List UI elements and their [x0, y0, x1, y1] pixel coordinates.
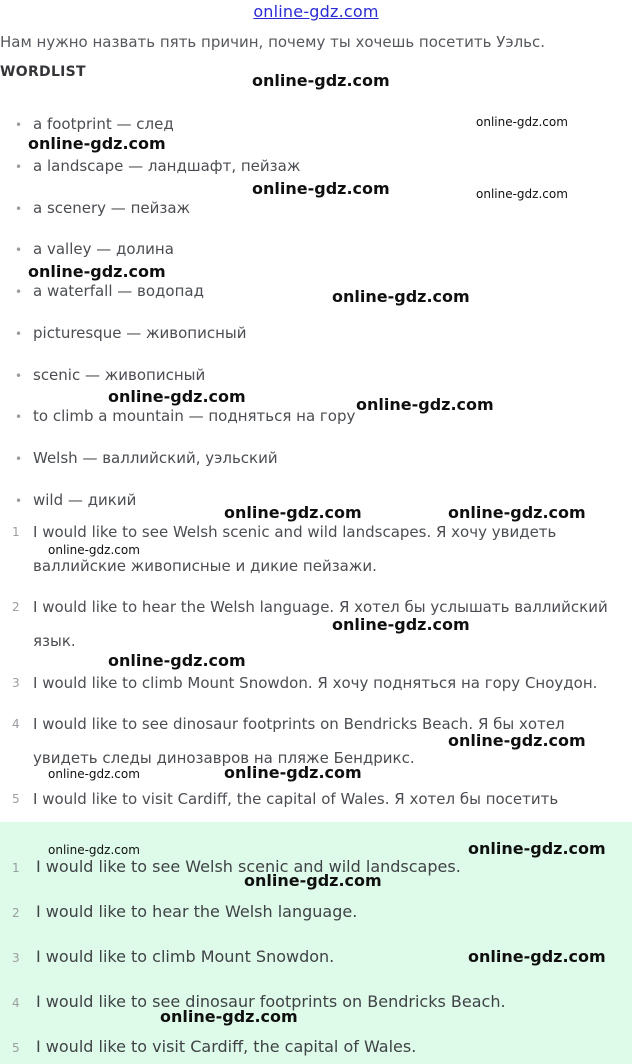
answer-number: 5: [12, 1041, 20, 1055]
answer-text: I would like to visit Cardiff, the capital of Wales.: [36, 1037, 417, 1056]
answer-text: I would like to see Welsh scenic and wild landscapes. Я хочу увидеть валлийские живописные и дикие пейзажи.: [33, 523, 557, 575]
bullet-icon: •: [15, 285, 23, 299]
watermark: online-gdz.com: [476, 115, 568, 129]
watermark: online-gdz.com: [160, 1007, 298, 1026]
answer-text: I would like to see dinosaur footprints on Bendricks Beach.: [36, 992, 506, 1011]
answer-text: I would like to climb Mount Snowdon.: [36, 947, 335, 966]
watermark: online-gdz.com: [48, 767, 140, 781]
answer-item: [12, 666, 627, 700]
answer-number: 1: [12, 861, 20, 875]
answer-number: 2: [12, 600, 20, 614]
watermark: online-gdz.com: [48, 843, 140, 857]
english-answer-item: [12, 1037, 416, 1056]
watermark: online-gdz.com: [224, 763, 362, 782]
bullet-icon: •: [15, 369, 23, 383]
english-answer-item: [12, 857, 461, 876]
watermark: online-gdz.com: [476, 187, 568, 201]
wordlist-item: • Welsh — валлийский, уэльский: [15, 449, 278, 467]
watermark: online-gdz.com: [468, 947, 606, 966]
watermark: online-gdz.com: [332, 615, 470, 634]
watermark: online-gdz.com: [448, 503, 586, 522]
wordlist-item: • a landscape — ландшафт, пейзаж: [15, 157, 301, 175]
answer-text: I would like to climb Mount Snowdon. Я хочу подняться на гору Сноудон.: [33, 674, 598, 692]
english-answer-item: [12, 947, 334, 966]
answer-number: 4: [12, 717, 20, 731]
bullet-icon: •: [15, 160, 23, 174]
answer-number: 3: [12, 676, 20, 690]
watermark: online-gdz.com: [252, 71, 390, 90]
wordlist-heading: WORDLIST: [0, 64, 86, 80]
bullet-icon: •: [15, 452, 23, 466]
watermark: online-gdz.com: [108, 387, 246, 406]
bullet-icon: •: [15, 327, 23, 341]
answer-text: I would like to visit Cardiff, the capital of Wales. Я хотел бы посетить: [33, 790, 559, 808]
watermark: online-gdz.com: [468, 839, 606, 858]
answer-number: 1: [12, 525, 20, 539]
watermark: online-gdz.com: [448, 731, 586, 750]
english-answer-item: [12, 902, 357, 921]
wordlist-item: • to climb a mountain — подняться на гору: [15, 407, 356, 425]
answer-number: 4: [12, 996, 20, 1010]
wordlist-item: • picturesque — живописный: [15, 324, 247, 342]
answer-text: I would like to see dinosaur footprints on Bendricks Beach. Я бы хотел увидеть следы динозавров на пляже Бендрикс.: [33, 715, 565, 767]
bullet-icon: •: [15, 118, 23, 132]
answer-text: I would like to hear the Welsh language. Я хотел бы услышать валлийский язык.: [33, 598, 608, 650]
task-description: Нам нужно назвать пять причин, почему ты хочешь посетить Уэльс.: [0, 33, 546, 51]
watermark: online-gdz.com: [224, 503, 362, 522]
watermark: online-gdz.com: [28, 262, 166, 281]
answer-number: 2: [12, 906, 20, 920]
answer-text: I would like to hear the Welsh language.: [36, 902, 358, 921]
header-site-link[interactable]: online-gdz.com: [253, 2, 379, 21]
watermark: online-gdz.com: [28, 134, 166, 153]
answer-number: 5: [12, 792, 20, 806]
wordlist-item: • a footprint — след: [15, 115, 174, 133]
watermark: online-gdz.com: [48, 543, 140, 557]
wordlist-item: • a scenery — пейзаж: [15, 199, 191, 217]
bullet-icon: •: [15, 494, 23, 508]
watermark: online-gdz.com: [332, 287, 470, 306]
watermark: online-gdz.com: [244, 871, 382, 890]
wordlist-item: • a waterfall — водопад: [15, 282, 204, 300]
wordlist-item: • scenic — живописный: [15, 366, 206, 384]
watermark: online-gdz.com: [252, 179, 390, 198]
watermark: online-gdz.com: [108, 651, 246, 670]
bullet-icon: •: [15, 202, 23, 216]
wordlist-item: • wild — дикий: [15, 491, 137, 509]
answer-number: 3: [12, 951, 20, 965]
answer-text: I would like to see Welsh scenic and wild landscapes.: [36, 857, 461, 876]
bullet-icon: •: [15, 410, 23, 424]
bullet-icon: •: [15, 243, 23, 257]
watermark: online-gdz.com: [356, 395, 494, 414]
wordlist-item: • a valley — долина: [15, 240, 174, 258]
answer-item: [12, 590, 627, 658]
